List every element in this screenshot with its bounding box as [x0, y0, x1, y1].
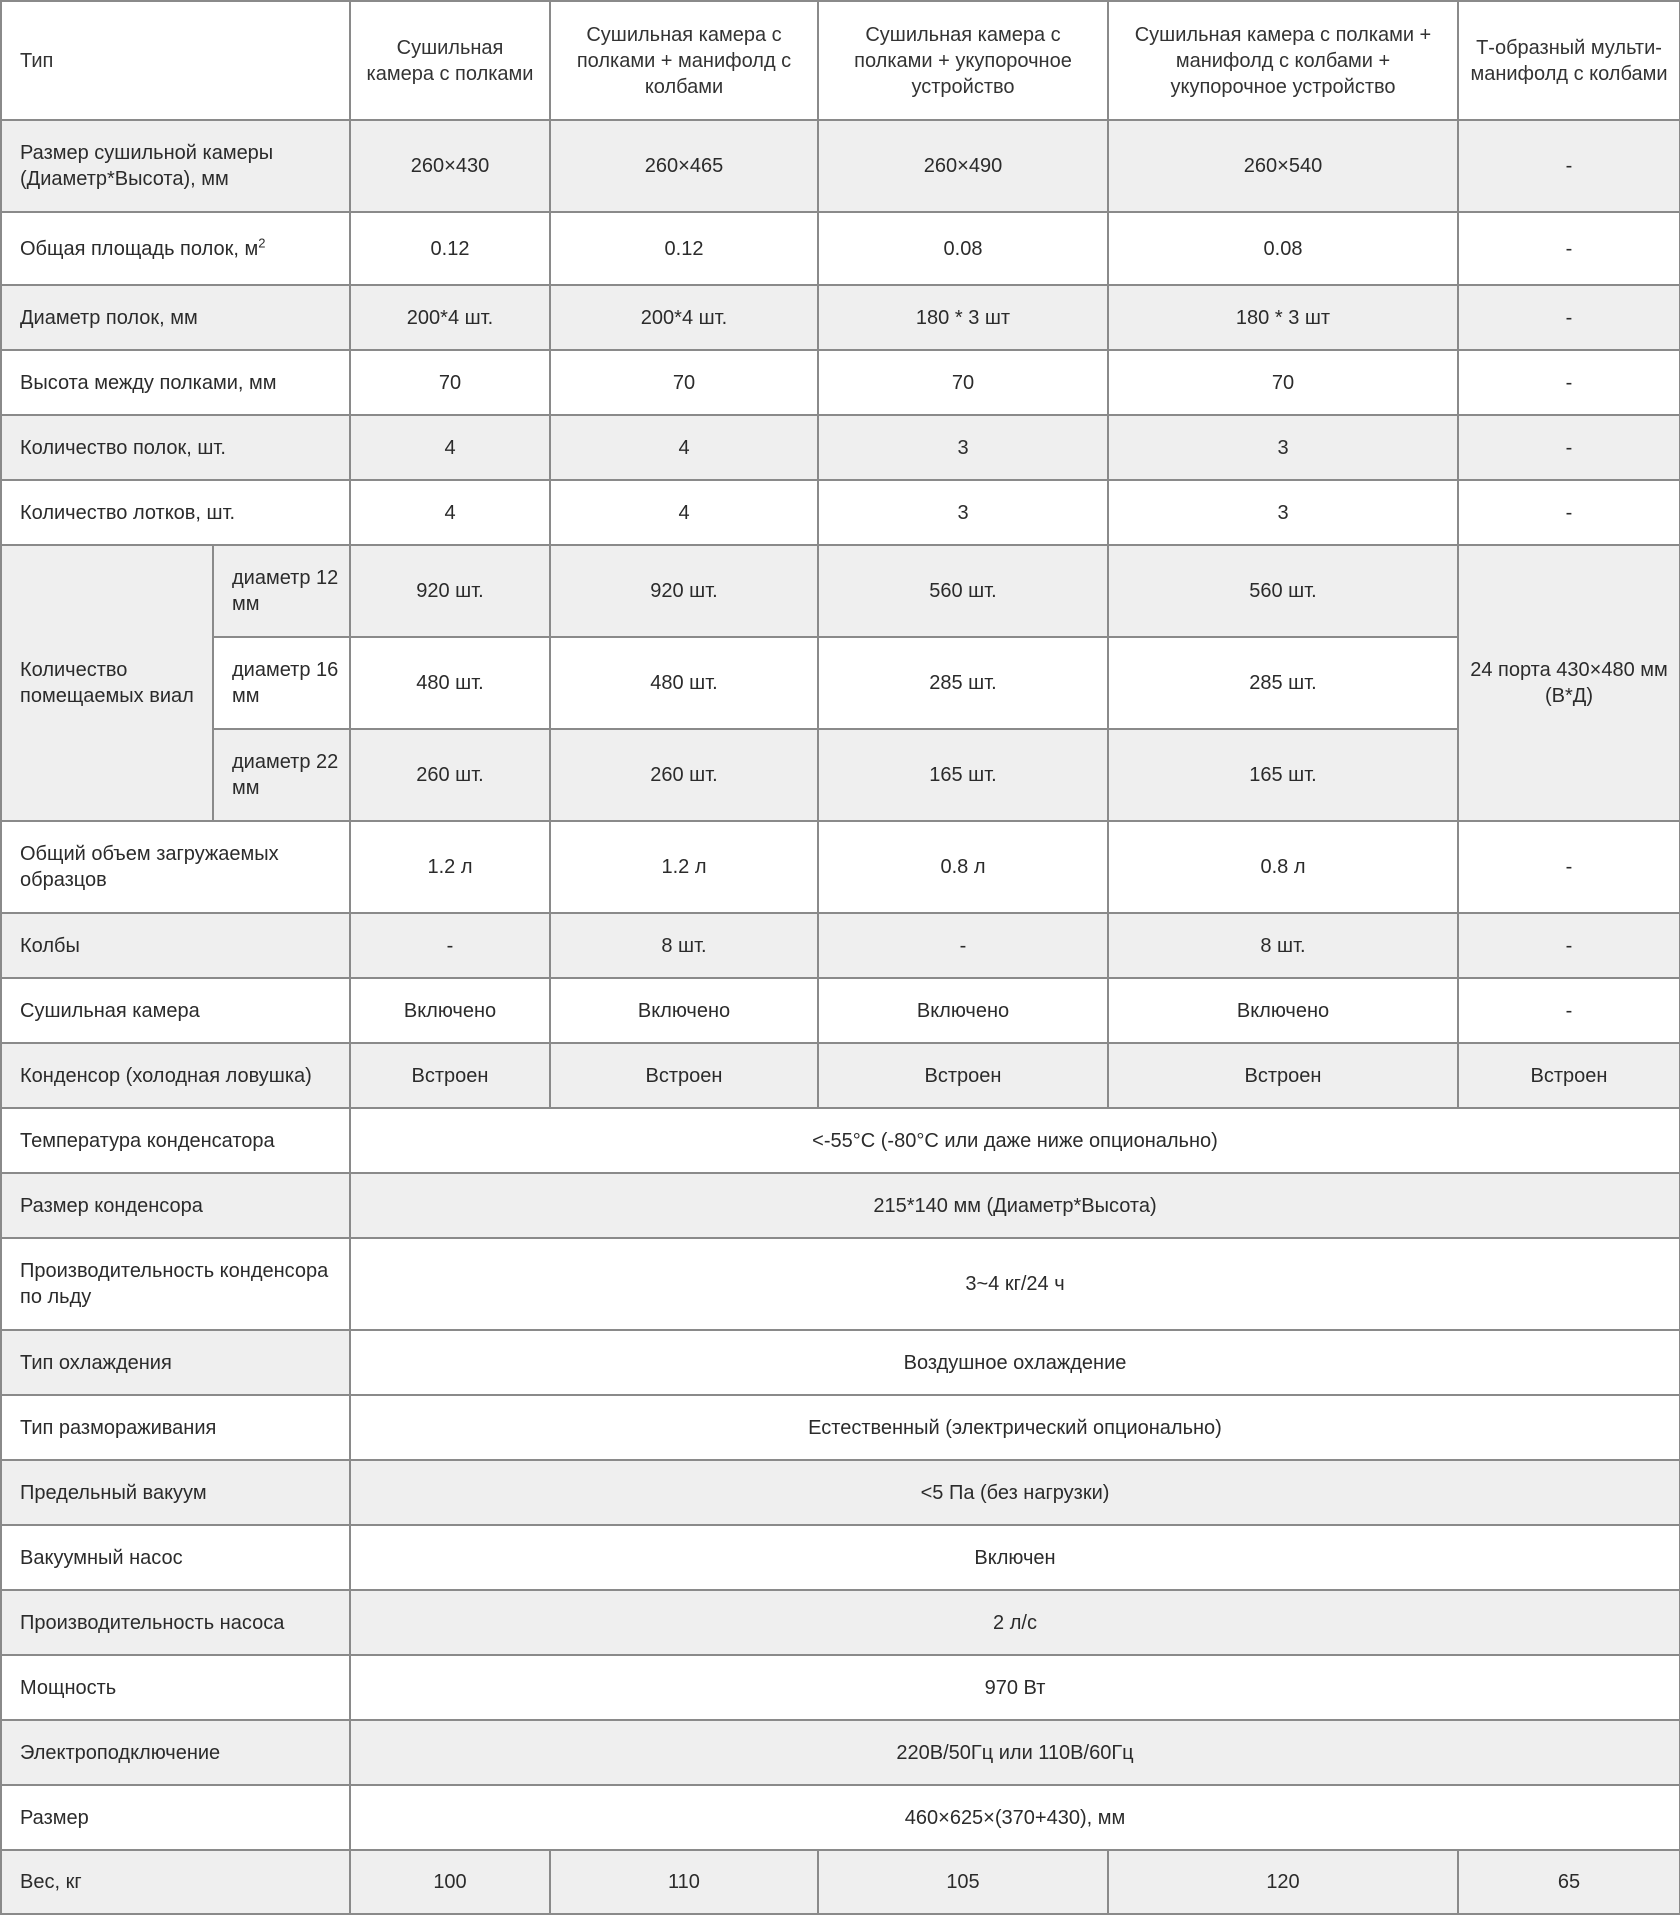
- row-label: Колбы: [1, 913, 350, 978]
- table-cell: -: [1458, 978, 1680, 1043]
- table-cell: 70: [550, 350, 818, 415]
- header-type-label: Тип: [1, 1, 350, 120]
- row-label: Температура конденсатора: [1, 1108, 350, 1173]
- row-label: Предельный вакуум: [1, 1460, 350, 1525]
- table-cell: 260×430: [350, 120, 550, 212]
- table-row: [1, 1850, 1680, 1914]
- table-row: [1, 1395, 1680, 1460]
- table-cell: 480 шт.: [550, 637, 818, 729]
- table-cell: 260 шт.: [350, 729, 550, 821]
- row-label: Сушильная камера: [1, 978, 350, 1043]
- table-cell: -: [1458, 480, 1680, 545]
- sub-row-label: диаметр 16 мм: [213, 637, 350, 729]
- table-cell: 0.12: [350, 212, 550, 285]
- table-cell: 260×465: [550, 120, 818, 212]
- table-cell-merged: Воздушное охлаждение: [350, 1330, 1680, 1395]
- table-cell: 4: [350, 415, 550, 480]
- table-cell: 285 шт.: [1108, 637, 1458, 729]
- table-cell: 70: [1108, 350, 1458, 415]
- row-label: [1, 212, 350, 285]
- table-cell: 70: [350, 350, 550, 415]
- table-cell: 0.8 л: [1108, 821, 1458, 913]
- table-cell: Встроен: [818, 1043, 1108, 1108]
- table-row: [1, 1655, 1680, 1720]
- table-cell-merged: Естественный (электрический опционально): [350, 1395, 1680, 1460]
- table-row: [1, 978, 1680, 1043]
- table-cell: Встроен: [350, 1043, 550, 1108]
- table-cell: -: [1458, 913, 1680, 978]
- table-cell-merged: Включен: [350, 1525, 1680, 1590]
- table-cell: 260 шт.: [550, 729, 818, 821]
- table-cell: -: [1458, 212, 1680, 285]
- table-row: [1, 1238, 1680, 1330]
- row-label: Размер сушильной камеры (Диаметр*Высота), мм: [1, 120, 350, 212]
- table-cell: Встроен: [1458, 1043, 1680, 1108]
- header-column-1: Сушильная камера с полками: [350, 1, 550, 120]
- row-label: Производительность насоса: [1, 1590, 350, 1655]
- row-label: Производительность конденсора по льду: [1, 1238, 350, 1330]
- table-cell: 3: [818, 415, 1108, 480]
- table-row: [1, 120, 1680, 212]
- row-label: Диаметр полок, мм: [1, 285, 350, 350]
- table-row: [1, 350, 1680, 415]
- row-label: Тип охлаждения: [1, 1330, 350, 1395]
- table-cell: 165 шт.: [818, 729, 1108, 821]
- header-column-4: Сушильная камера с полками + манифолд с колбами + укупорочное устройство: [1108, 1, 1458, 120]
- sub-row-label: диаметр 22 мм: [213, 729, 350, 821]
- table-cell: 200*4 шт.: [550, 285, 818, 350]
- row-label: Конденсор (холодная ловушка): [1, 1043, 350, 1108]
- table-cell: 4: [550, 415, 818, 480]
- table-cell: 4: [350, 480, 550, 545]
- table-cell: 3: [1108, 415, 1458, 480]
- table-cell: 260×540: [1108, 120, 1458, 212]
- table-cell: 4: [550, 480, 818, 545]
- table-row: [1, 1330, 1680, 1395]
- table-cell: -: [1458, 350, 1680, 415]
- table-cell: 560 шт.: [818, 545, 1108, 637]
- table-cell: 180 * 3 шт: [818, 285, 1108, 350]
- row-label: Тип размораживания: [1, 1395, 350, 1460]
- table-row: [1, 1590, 1680, 1655]
- table-cell: Встроен: [550, 1043, 818, 1108]
- table-row: [1, 1785, 1680, 1850]
- table-cell-merged: <-55°C (-80°C или даже ниже опционально): [350, 1108, 1680, 1173]
- table-cell: 3: [1108, 480, 1458, 545]
- table-row: [1, 480, 1680, 545]
- table-row: [1, 1525, 1680, 1590]
- table-cell: 920 шт.: [550, 545, 818, 637]
- table-cell: 120: [1108, 1850, 1458, 1914]
- row-label: Количество помещаемых виал: [1, 545, 213, 821]
- table-cell-merged: 3~4 кг/24 ч: [350, 1238, 1680, 1330]
- table-cell-merged: 220В/50Гц или 110В/60Гц: [350, 1720, 1680, 1785]
- table-cell: 8 шт.: [1108, 913, 1458, 978]
- row-label: Размер: [1, 1785, 350, 1850]
- table-cell: 3: [818, 480, 1108, 545]
- table-cell-merged: 460×625×(370+430), мм: [350, 1785, 1680, 1850]
- table-row: [1, 1720, 1680, 1785]
- table-row: [1, 729, 1680, 821]
- row-label: Вес, кг: [1, 1850, 350, 1914]
- table-cell: 8 шт.: [550, 913, 818, 978]
- row-label: Размер конденсора: [1, 1173, 350, 1238]
- table-row: [1, 1460, 1680, 1525]
- table-cell-merged: 215*140 мм (Диаметр*Высота): [350, 1173, 1680, 1238]
- table-cell: 920 шт.: [350, 545, 550, 637]
- row-label: Мощность: [1, 1655, 350, 1720]
- row-label-superscript: 2: [258, 234, 266, 250]
- table-row: [1, 415, 1680, 480]
- table-cell: 65: [1458, 1850, 1680, 1914]
- row-label: Количество полок, шт.: [1, 415, 350, 480]
- table-cell: 0.08: [818, 212, 1108, 285]
- table-cell: 0.08: [1108, 212, 1458, 285]
- header-column-5: Т-образный мульти-манифолд с колбами: [1458, 1, 1680, 120]
- table-row: [1, 545, 1680, 637]
- row-label: Вакуумный насос: [1, 1525, 350, 1590]
- table-cell: 1.2 л: [350, 821, 550, 913]
- sub-row-label: диаметр 12 мм: [213, 545, 350, 637]
- table-cell: 110: [550, 1850, 818, 1914]
- table-cell: Включено: [1108, 978, 1458, 1043]
- table-cell: 260×490: [818, 120, 1108, 212]
- table-cell: 0.8 л: [818, 821, 1108, 913]
- table-row: [1, 285, 1680, 350]
- row-label-text: Общая площадь полок, м: [20, 237, 259, 260]
- table-cell: 100: [350, 1850, 550, 1914]
- table-cell: 70: [818, 350, 1108, 415]
- table-cell: -: [1458, 285, 1680, 350]
- row-label: Электроподключение: [1, 1720, 350, 1785]
- table-cell: -: [818, 913, 1108, 978]
- table-cell: -: [1458, 415, 1680, 480]
- table-cell: -: [1458, 120, 1680, 212]
- table-cell: 560 шт.: [1108, 545, 1458, 637]
- table-cell: 105: [818, 1850, 1108, 1914]
- table-cell: 200*4 шт.: [350, 285, 550, 350]
- table-cell-merged: 2 л/с: [350, 1590, 1680, 1655]
- table-row: [1, 1043, 1680, 1108]
- header-column-3: Сушильная камера с полками + укупорочное устройство: [818, 1, 1108, 120]
- table-cell: 480 шт.: [350, 637, 550, 729]
- row-label: Высота между полками, мм: [1, 350, 350, 415]
- table-cell: Включено: [550, 978, 818, 1043]
- table-row: [1, 637, 1680, 729]
- row-label: Общий объем загружаемых образцов: [1, 821, 350, 913]
- row-label: Количество лотков, шт.: [1, 480, 350, 545]
- table-cell-merged: 970 Вт: [350, 1655, 1680, 1720]
- table-row: [1, 913, 1680, 978]
- header-column-2: Сушильная камера с полками + манифолд с колбами: [550, 1, 818, 120]
- table-cell: -: [1458, 821, 1680, 913]
- table-cell: Включено: [818, 978, 1108, 1043]
- table-row: [1, 1173, 1680, 1238]
- table-cell: Встроен: [1108, 1043, 1458, 1108]
- table-cell: 0.12: [550, 212, 818, 285]
- table-cell-merged: <5 Па (без нагрузки): [350, 1460, 1680, 1525]
- table-cell: 1.2 л: [550, 821, 818, 913]
- table-cell: 24 порта 430×480 мм (В*Д): [1458, 545, 1680, 821]
- table-cell: 165 шт.: [1108, 729, 1458, 821]
- table-cell: Включено: [350, 978, 550, 1043]
- header-row: [1, 1, 1680, 120]
- table-cell: 180 * 3 шт: [1108, 285, 1458, 350]
- table-row: [1, 1108, 1680, 1173]
- table-cell: 285 шт.: [818, 637, 1108, 729]
- table-cell: -: [350, 913, 550, 978]
- table-row: [1, 821, 1680, 913]
- table-row: [1, 212, 1680, 285]
